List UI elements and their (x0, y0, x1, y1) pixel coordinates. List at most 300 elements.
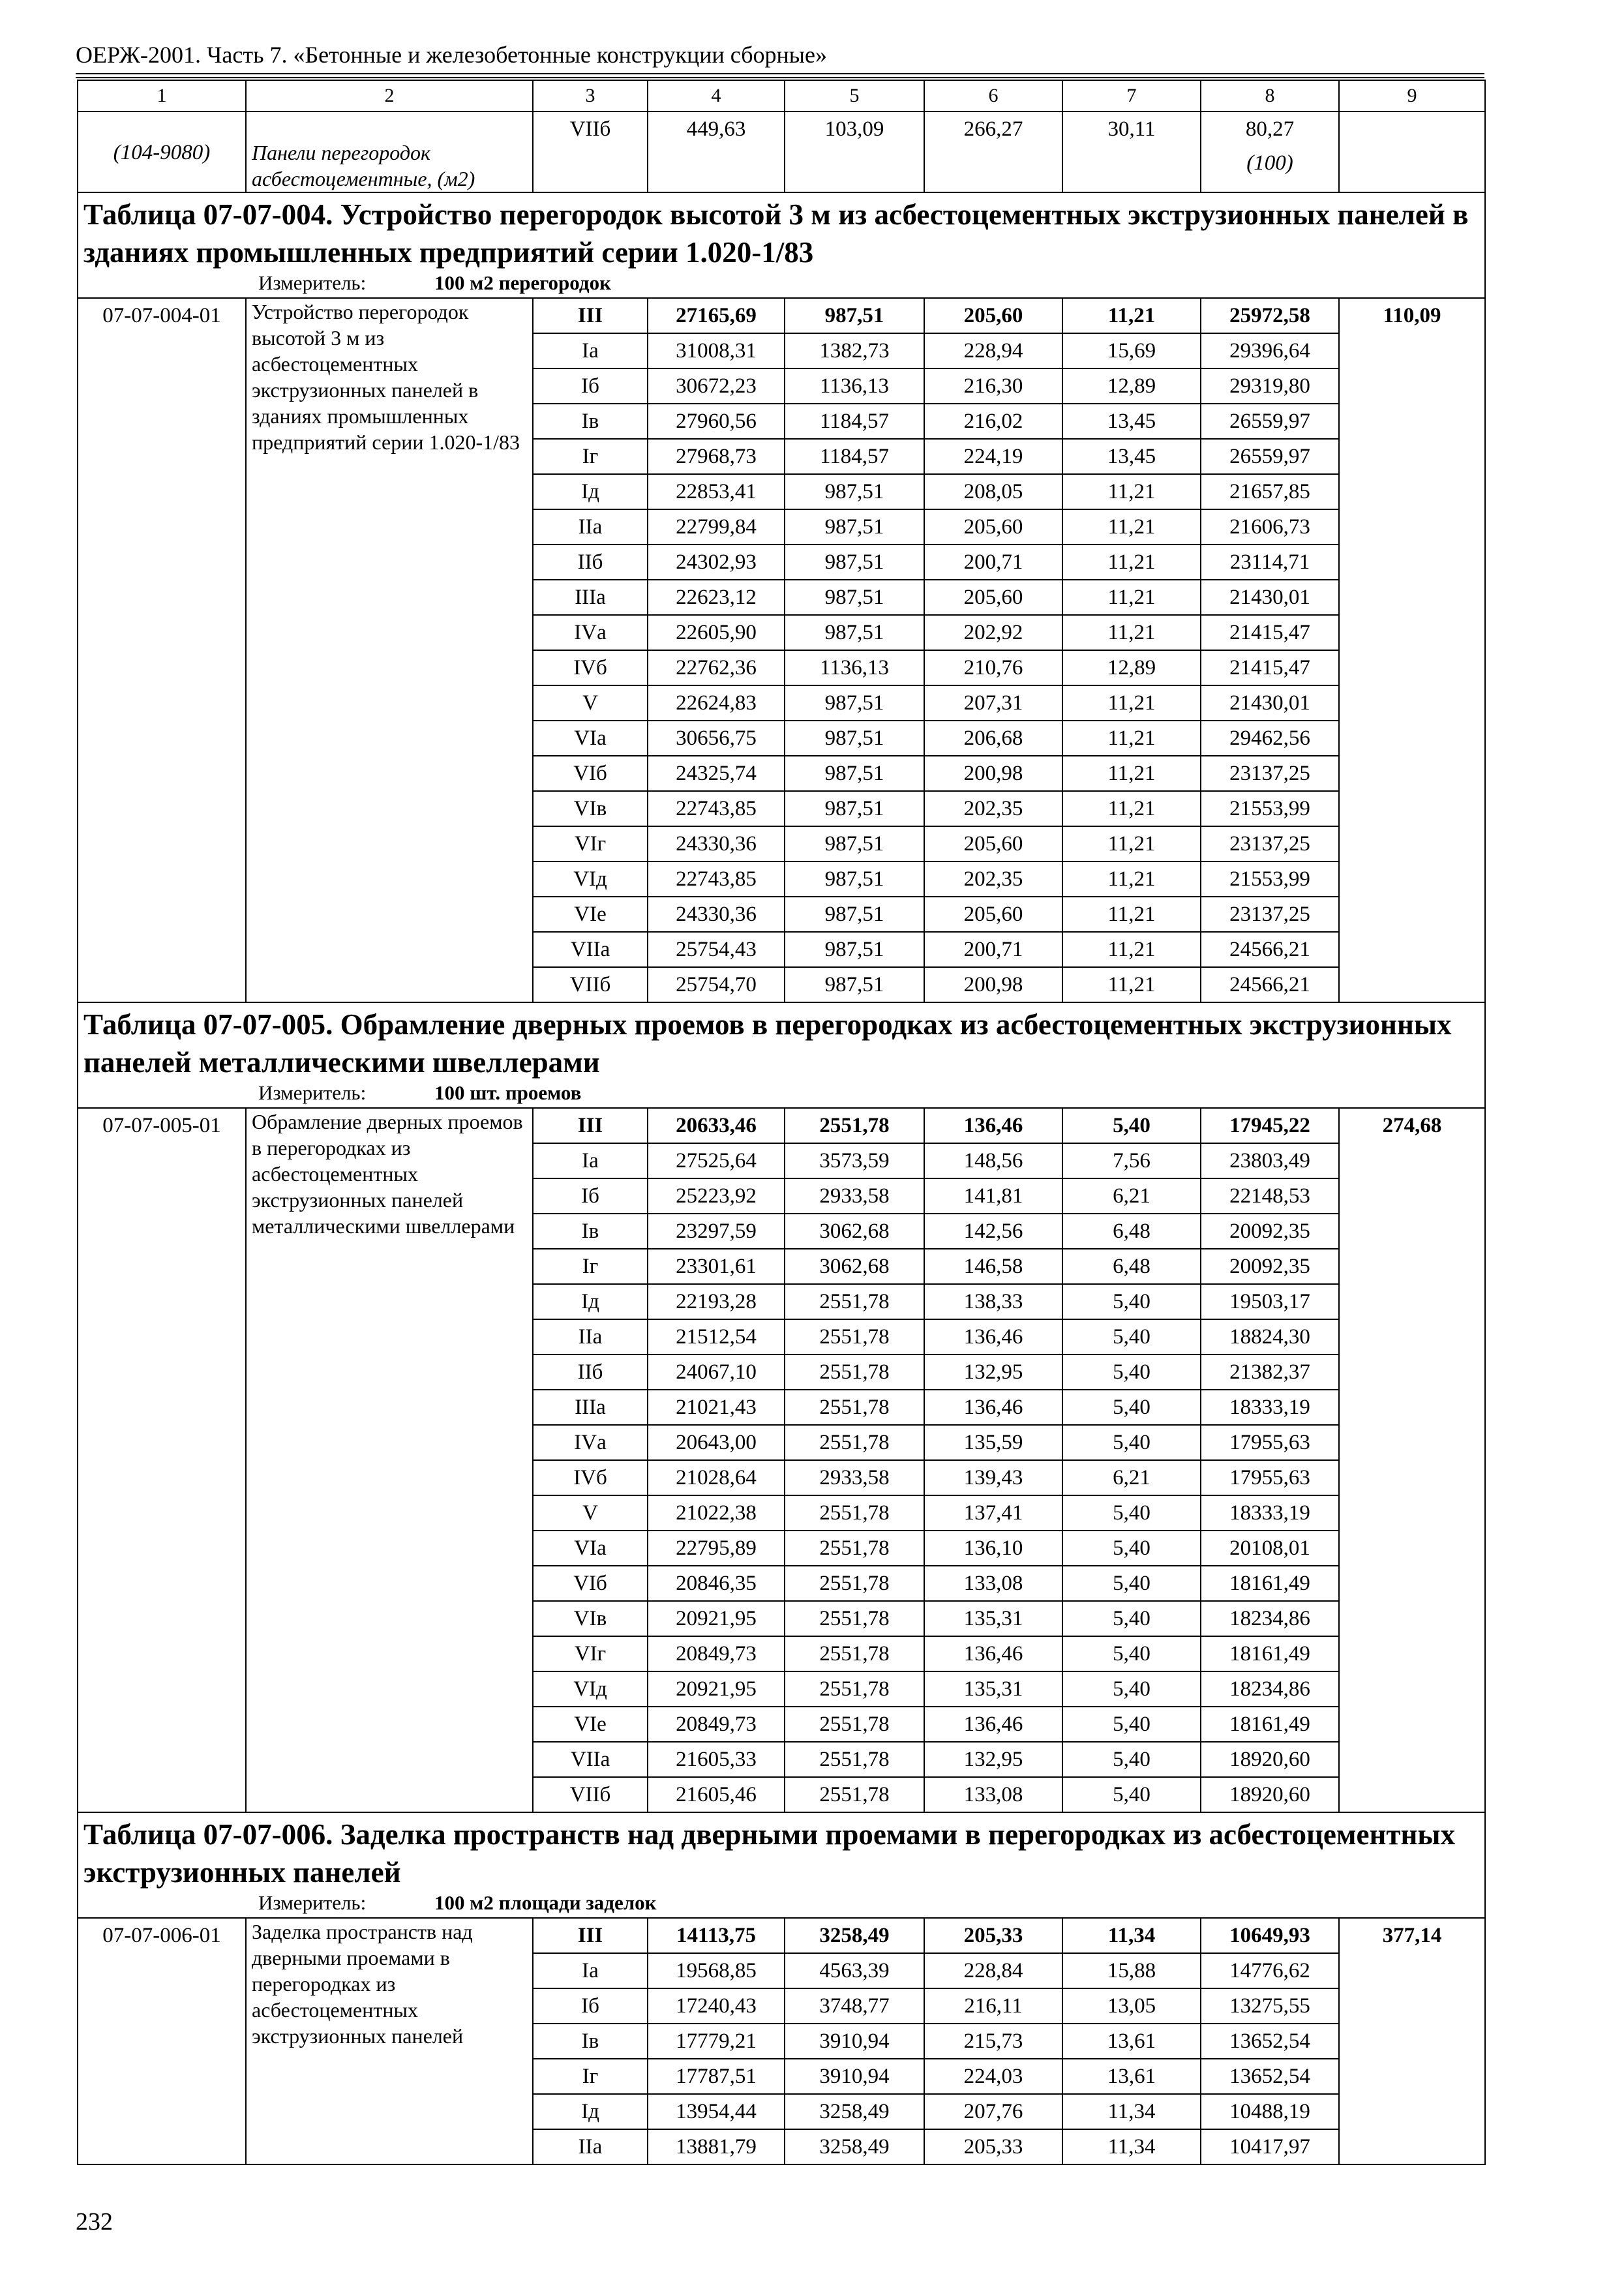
value-cell: 3910,94 (785, 2059, 924, 2094)
column-number: 6 (924, 80, 1062, 112)
value-cell: 3910,94 (785, 2024, 924, 2059)
value-cell: 21553,99 (1201, 861, 1339, 897)
unit-cell (78, 1081, 1485, 1108)
value-cell: 14776,62 (1201, 1953, 1339, 1988)
value-cell: 200,71 (924, 545, 1062, 580)
value-cell: 23114,71 (1201, 545, 1339, 580)
material-code (78, 112, 246, 192)
value-cell: 31008,31 (648, 333, 785, 368)
value-cell: 136,46 (924, 1108, 1062, 1143)
value-cell: 12,89 (1062, 650, 1201, 685)
value-cell: 22853,41 (648, 474, 785, 509)
value-cell: 136,46 (924, 1707, 1062, 1742)
value-cell: 207,31 (924, 685, 1062, 721)
col9-value: 377,14 (1339, 1918, 1485, 2164)
value-cell: 987,51 (785, 545, 924, 580)
value-cell: 141,81 (924, 1178, 1062, 1214)
column-number: 3 (533, 80, 648, 112)
value-cell: 24330,36 (648, 826, 785, 861)
value-cell: 2551,78 (785, 1390, 924, 1425)
value-cell: 21430,01 (1201, 580, 1339, 615)
value-cell: 18161,49 (1201, 1566, 1339, 1601)
value-cell: 22193,28 (648, 1284, 785, 1319)
value-cell: 133,08 (924, 1566, 1062, 1601)
zone-cell: IIа (533, 2129, 648, 2164)
value-cell: 3062,68 (785, 1249, 924, 1284)
value-cell: 987,51 (785, 791, 924, 826)
zone-cell: Iа (533, 1143, 648, 1178)
value-cell: 2551,78 (785, 1636, 924, 1671)
material-qty: (100) (1246, 151, 1293, 175)
value-cell: 5,40 (1062, 1707, 1201, 1742)
value-cell: 987,51 (785, 897, 924, 932)
value-cell: 11,34 (1062, 2129, 1201, 2164)
value-cell: 205,33 (924, 1918, 1062, 1953)
value-cell: 21021,43 (648, 1390, 785, 1425)
unit-label: Измеритель: (258, 1081, 367, 1104)
value-cell: 20846,35 (648, 1566, 785, 1601)
value-cell: 2933,58 (785, 1460, 924, 1495)
value-cell: 11,21 (1062, 826, 1201, 861)
value-cell: 13652,54 (1201, 2024, 1339, 2059)
value-cell: 987,51 (785, 826, 924, 861)
column-number: 5 (785, 80, 924, 112)
value-cell: 987,51 (785, 756, 924, 791)
zone-cell: IIб (533, 545, 648, 580)
value-cell: 266,27 (924, 112, 1062, 192)
zone-cell: VIд (533, 1671, 648, 1707)
carryover-row (78, 112, 1485, 192)
value-cell: 5,40 (1062, 1742, 1201, 1777)
value-cell: 5,40 (1062, 1319, 1201, 1354)
table-title: Таблица 07-07-004. Устройство перегородок высотой 3 м из асбестоцементных экструзионных панелей в зданиях промышленных предприятий серии 1.020-1/83 (78, 192, 1485, 271)
value-cell: 20643,00 (648, 1425, 785, 1460)
value-cell: 205,60 (924, 298, 1062, 333)
value-cell: 11,34 (1062, 1918, 1201, 1953)
value-cell: 449,63 (648, 112, 785, 192)
value-cell: 11,21 (1062, 756, 1201, 791)
value-cell: 6,21 (1062, 1178, 1201, 1214)
value-cell: 1184,57 (785, 404, 924, 439)
value-cell: 13,61 (1062, 2059, 1201, 2094)
value-cell: 21415,47 (1201, 615, 1339, 650)
value-cell: 17955,63 (1201, 1425, 1339, 1460)
value-cell: 21430,01 (1201, 685, 1339, 721)
value-cell: 22743,85 (648, 861, 785, 897)
value-cell: 987,51 (785, 967, 924, 1002)
unit-value: 100 м2 площади заделок (434, 1891, 657, 1914)
value-cell: 224,19 (924, 439, 1062, 474)
value-cell: 23137,25 (1201, 756, 1339, 791)
value-cell: 11,21 (1062, 721, 1201, 756)
empty-cell (1339, 112, 1485, 192)
rate-code: 07-07-006-01 (78, 1918, 246, 2164)
value-cell: 11,21 (1062, 967, 1201, 1002)
value-cell: 27968,73 (648, 439, 785, 474)
table-title-row (78, 1812, 1485, 1891)
zone-cell: IVб (533, 1460, 648, 1495)
value-cell: 3258,49 (785, 2094, 924, 2129)
column-number: 7 (1062, 80, 1201, 112)
unit-cell (78, 1891, 1485, 1918)
zone-cell: Iд (533, 474, 648, 509)
value-cell: 22762,36 (648, 650, 785, 685)
value-cell: 216,30 (924, 368, 1062, 404)
value-cell: 11,21 (1062, 615, 1201, 650)
value-cell: 132,95 (924, 1354, 1062, 1390)
value-cell: 23803,49 (1201, 1143, 1339, 1178)
rates-table (77, 80, 1486, 2165)
zone-cell: VIIб (533, 967, 648, 1002)
header-rule (76, 73, 1484, 74)
value-cell: 21415,47 (1201, 650, 1339, 685)
value-cell: 5,40 (1062, 1108, 1201, 1143)
zone-cell: VIд (533, 861, 648, 897)
value-cell: 25754,70 (648, 967, 785, 1002)
rate-description: Заделка пространств над дверными проемами в перегородках из асбестоцементных экструзионных панелей (246, 1918, 533, 2164)
zone-cell: Iа (533, 333, 648, 368)
value-cell: 11,21 (1062, 897, 1201, 932)
value-cell: 5,40 (1062, 1390, 1201, 1425)
zone-cell: IVа (533, 1425, 648, 1460)
value-cell: 13,61 (1062, 2024, 1201, 2059)
zone-cell: Iг (533, 2059, 648, 2094)
value-cell: 20849,73 (648, 1707, 785, 1742)
value-cell: 5,40 (1062, 1777, 1201, 1812)
value-cell: 21028,64 (648, 1460, 785, 1495)
value-cell: 18333,19 (1201, 1390, 1339, 1425)
value-cell: 11,21 (1062, 932, 1201, 967)
col9-value: 110,09 (1339, 298, 1485, 1002)
value-cell: 17955,63 (1201, 1460, 1339, 1495)
value-cell: 27165,69 (648, 298, 785, 333)
value-cell: 10649,93 (1201, 1918, 1339, 1953)
value-cell: 215,73 (924, 2024, 1062, 2059)
value-cell: 987,51 (785, 932, 924, 967)
value-cell: 21606,73 (1201, 509, 1339, 545)
value-cell: 13954,44 (648, 2094, 785, 2129)
zone-cell: Iд (533, 1284, 648, 1319)
value-cell: 3258,49 (785, 2129, 924, 2164)
table-title-row (78, 1002, 1485, 1081)
value-cell: 22623,12 (648, 580, 785, 615)
value-cell: 18920,60 (1201, 1742, 1339, 1777)
value-cell: 5,40 (1062, 1284, 1201, 1319)
zone-cell: VIе (533, 897, 648, 932)
value-cell: 24067,10 (648, 1354, 785, 1390)
value-cell: 202,35 (924, 791, 1062, 826)
zone-cell: Iб (533, 368, 648, 404)
value-cell: 202,92 (924, 615, 1062, 650)
zone-cell: VIе (533, 1707, 648, 1742)
value-cell: 11,21 (1062, 861, 1201, 897)
value-cell: 27525,64 (648, 1143, 785, 1178)
value-cell: 136,46 (924, 1319, 1062, 1354)
value-cell: 138,33 (924, 1284, 1062, 1319)
zone-cell: VIв (533, 1601, 648, 1636)
value-cell: 205,33 (924, 2129, 1062, 2164)
zone-cell: III (533, 1108, 648, 1143)
value-cell: 5,40 (1062, 1425, 1201, 1460)
value-cell: 18333,19 (1201, 1495, 1339, 1531)
value-cell: 206,68 (924, 721, 1062, 756)
value-text: 80,27 (1245, 117, 1295, 141)
zone-cell: VIг (533, 826, 648, 861)
value-cell: 2551,78 (785, 1531, 924, 1566)
value-cell: 6,21 (1062, 1460, 1201, 1495)
value-cell: 29319,80 (1201, 368, 1339, 404)
table-row (78, 1108, 1485, 1143)
value-cell: 135,59 (924, 1425, 1062, 1460)
value-cell: 24325,74 (648, 756, 785, 791)
value-cell: 136,10 (924, 1531, 1062, 1566)
value-cell: 18824,30 (1201, 1319, 1339, 1354)
zone-cell: VIа (533, 721, 648, 756)
value-cell: 29396,64 (1201, 333, 1339, 368)
rate-description: Устройство перегородок высотой 3 м из асбестоцементных экструзионных панелей в зданиях промышленных предприятий серии 1.020-1/83 (246, 298, 533, 1002)
value-cell: 5,40 (1062, 1671, 1201, 1707)
value-cell: 987,51 (785, 861, 924, 897)
value-cell: 11,21 (1062, 474, 1201, 509)
material-name-text: Панели перегородок асбестоцементные, (м2) (252, 141, 475, 190)
value-cell: 208,05 (924, 474, 1062, 509)
zone-cell: IIа (533, 509, 648, 545)
zone-cell: IIа (533, 1319, 648, 1354)
value-cell: 7,56 (1062, 1143, 1201, 1178)
zone-cell: Iг (533, 1249, 648, 1284)
value-cell: 24566,21 (1201, 932, 1339, 967)
zone-cell: VIIб (533, 1777, 648, 1812)
value-cell: 5,40 (1062, 1354, 1201, 1390)
unit-cell (78, 271, 1485, 298)
value-cell: 987,51 (785, 474, 924, 509)
col9-value: 274,68 (1339, 1108, 1485, 1812)
value-cell: 22743,85 (648, 791, 785, 826)
value-cell: 228,84 (924, 1953, 1062, 1988)
value-cell: 23297,59 (648, 1214, 785, 1249)
zone-cell: IIIа (533, 580, 648, 615)
zone-cell: VIа (533, 1531, 648, 1566)
value-cell: 22624,83 (648, 685, 785, 721)
zone-cell: VIб (533, 1566, 648, 1601)
value-cell: 21022,38 (648, 1495, 785, 1531)
value-cell: 2551,78 (785, 1354, 924, 1390)
zone-cell: Iа (533, 1953, 648, 1988)
value-cell: 2551,78 (785, 1742, 924, 1777)
value-cell: 2551,78 (785, 1425, 924, 1460)
table-title: Таблица 07-07-006. Заделка пространств над дверными проемами в перегородках из асбестоцементных экструзионных панелей (78, 1812, 1485, 1891)
value-cell: 21553,99 (1201, 791, 1339, 826)
value-cell: 987,51 (785, 509, 924, 545)
value-cell: 2551,78 (785, 1284, 924, 1319)
value-cell: 137,41 (924, 1495, 1062, 1531)
value-cell: 5,40 (1062, 1636, 1201, 1671)
value-cell: 17779,21 (648, 2024, 785, 2059)
zone-cell: Iб (533, 1988, 648, 2024)
zone-cell: Iг (533, 439, 648, 474)
value-cell: 20921,95 (648, 1601, 785, 1636)
value-cell: 103,09 (785, 112, 924, 192)
unit-row (78, 1081, 1485, 1108)
value-cell: 216,11 (924, 1988, 1062, 2024)
value-cell: 21657,85 (1201, 474, 1339, 509)
column-number: 2 (246, 80, 533, 112)
value-cell: 3258,49 (785, 1918, 924, 1953)
value-cell: 18234,86 (1201, 1671, 1339, 1707)
value-cell: 10417,97 (1201, 2129, 1339, 2164)
value-cell: 987,51 (785, 615, 924, 650)
value-cell: 13,45 (1062, 439, 1201, 474)
value-cell: 18920,60 (1201, 1777, 1339, 1812)
value-cell: 29462,56 (1201, 721, 1339, 756)
unit-value: 100 шт. проемов (434, 1081, 582, 1104)
value-cell: 216,02 (924, 404, 1062, 439)
value-cell: 1184,57 (785, 439, 924, 474)
value-cell: 24302,93 (648, 545, 785, 580)
value-cell: 987,51 (785, 580, 924, 615)
value-cell: 19568,85 (648, 1953, 785, 1988)
table-title: Таблица 07-07-005. Обрамление дверных проемов в перегородках из асбестоцементных экструзионных панелей металлическими швеллерами (78, 1002, 1485, 1081)
zone-cell: IVа (533, 615, 648, 650)
value-cell: 3748,77 (785, 1988, 924, 2024)
value-cell: 17945,22 (1201, 1108, 1339, 1143)
material-code-text: (104-9080) (113, 141, 211, 164)
value-cell: 2551,78 (785, 1601, 924, 1636)
value-cell: 14113,75 (648, 1918, 785, 1953)
value-cell: 30,11 (1062, 112, 1201, 192)
value-cell: 148,56 (924, 1143, 1062, 1178)
value-cell: 21605,33 (648, 1742, 785, 1777)
value-cell: 132,95 (924, 1742, 1062, 1777)
unit-row (78, 271, 1485, 298)
zone-cell: Iв (533, 404, 648, 439)
value-cell: 13275,55 (1201, 1988, 1339, 2024)
value-cell: 133,08 (924, 1777, 1062, 1812)
value-cell: 205,60 (924, 897, 1062, 932)
zone-cell: Iв (533, 1214, 648, 1249)
value-cell: 20092,35 (1201, 1249, 1339, 1284)
material-name (246, 112, 533, 192)
zone-cell: VIIа (533, 932, 648, 967)
value-cell: 18161,49 (1201, 1636, 1339, 1671)
value-cell: 205,60 (924, 580, 1062, 615)
value-cell: 2551,78 (785, 1108, 924, 1143)
value-cell: 2551,78 (785, 1777, 924, 1812)
value-cell: 19503,17 (1201, 1284, 1339, 1319)
value-cell: 25972,58 (1201, 298, 1339, 333)
value-cell: 200,71 (924, 932, 1062, 967)
value-cell: 26559,97 (1201, 404, 1339, 439)
value-cell: 5,40 (1062, 1566, 1201, 1601)
value-cell: 228,94 (924, 333, 1062, 368)
rate-code: 07-07-005-01 (78, 1108, 246, 1812)
value-cell: 11,21 (1062, 685, 1201, 721)
value-cell: 2933,58 (785, 1178, 924, 1214)
table-row (78, 298, 1485, 333)
value-cell: 22148,53 (1201, 1178, 1339, 1214)
value-cell: 26559,97 (1201, 439, 1339, 474)
value-cell: 11,34 (1062, 2094, 1201, 2129)
value-cell: 21382,37 (1201, 1354, 1339, 1390)
value-cell: 2551,78 (785, 1707, 924, 1742)
value-cell: 2551,78 (785, 1671, 924, 1707)
rate-description: Обрамление дверных проемов в перегородках из асбестоцементных экструзионных панелей металлическими швеллерами (246, 1108, 533, 1812)
value-cell: 200,98 (924, 967, 1062, 1002)
value-cell: 20092,35 (1201, 1214, 1339, 1249)
zone-cell: IVб (533, 650, 648, 685)
value-cell: 210,76 (924, 650, 1062, 685)
value-cell: 23301,61 (648, 1249, 785, 1284)
value-cell: 17787,51 (648, 2059, 785, 2094)
zone-cell: IIIа (533, 1390, 648, 1425)
unit-label: Измеритель: (258, 271, 367, 294)
value-cell: 13,45 (1062, 404, 1201, 439)
value-cell: 18161,49 (1201, 1707, 1339, 1742)
value-cell: 20921,95 (648, 1671, 785, 1707)
zone-cell: VIв (533, 791, 648, 826)
value-cell: 20849,73 (648, 1636, 785, 1671)
value-cell: 987,51 (785, 721, 924, 756)
zone-cell: V (533, 685, 648, 721)
value-cell (1201, 112, 1339, 192)
header-rule (76, 77, 1484, 78)
value-cell: 25754,43 (648, 932, 785, 967)
column-number-row (78, 80, 1485, 112)
column-number: 4 (648, 80, 785, 112)
value-cell: 135,31 (924, 1601, 1062, 1636)
value-cell: 22795,89 (648, 1531, 785, 1566)
value-cell: 11,21 (1062, 509, 1201, 545)
rate-code: 07-07-004-01 (78, 298, 246, 1002)
value-cell: 205,60 (924, 826, 1062, 861)
value-cell: 13881,79 (648, 2129, 785, 2164)
zone-cell: VIIа (533, 1742, 648, 1777)
value-cell: 20108,01 (1201, 1531, 1339, 1566)
value-cell: 202,35 (924, 861, 1062, 897)
value-cell: 3062,68 (785, 1214, 924, 1249)
value-cell: 200,98 (924, 756, 1062, 791)
column-number: 1 (78, 80, 246, 112)
value-cell: 987,51 (785, 298, 924, 333)
value-cell: 18234,86 (1201, 1601, 1339, 1636)
value-cell: 11,21 (1062, 545, 1201, 580)
value-cell: 23137,25 (1201, 826, 1339, 861)
zone-cell: III (533, 1918, 648, 1953)
value-cell: 13652,54 (1201, 2059, 1339, 2094)
value-cell: 207,76 (924, 2094, 1062, 2129)
value-cell: 146,58 (924, 1249, 1062, 1284)
column-number: 9 (1339, 80, 1485, 112)
value-cell: 1382,73 (785, 333, 924, 368)
zone-cell: VIIб (533, 112, 648, 192)
value-cell: 5,40 (1062, 1495, 1201, 1531)
page-number: 232 (76, 2208, 113, 2236)
value-cell: 5,40 (1062, 1531, 1201, 1566)
value-cell: 24566,21 (1201, 967, 1339, 1002)
value-cell: 20633,46 (648, 1108, 785, 1143)
running-header: ОЕРЖ-2001. Часть 7. «Бетонные и железобетонные конструкции сборные» (76, 42, 827, 68)
value-cell: 1136,13 (785, 368, 924, 404)
value-cell: 4563,39 (785, 1953, 924, 1988)
zone-cell: III (533, 298, 648, 333)
zone-cell: V (533, 1495, 648, 1531)
value-cell: 15,69 (1062, 333, 1201, 368)
value-cell: 21605,46 (648, 1777, 785, 1812)
value-cell: 11,21 (1062, 580, 1201, 615)
value-cell: 12,89 (1062, 368, 1201, 404)
value-cell: 11,21 (1062, 298, 1201, 333)
unit-value: 100 м2 перегородок (434, 271, 611, 294)
